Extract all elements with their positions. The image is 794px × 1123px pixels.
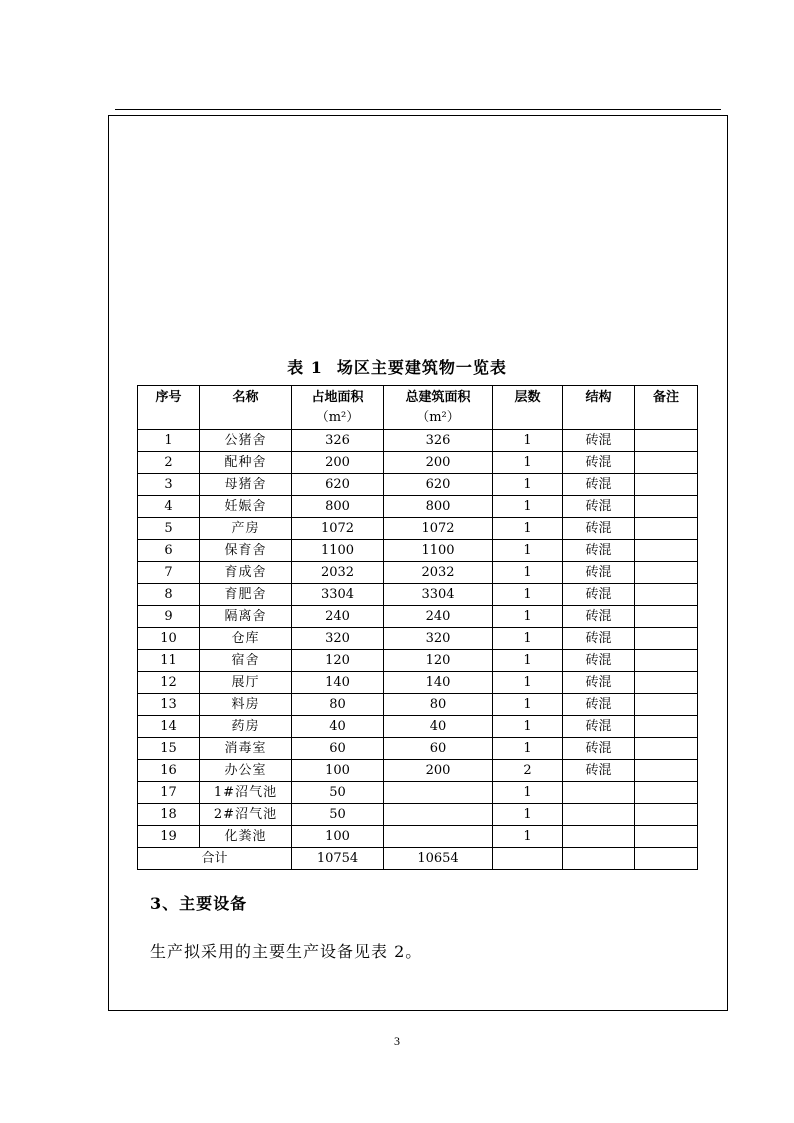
cell-total-area: 1072 bbox=[384, 518, 493, 540]
cell-remarks bbox=[635, 716, 698, 738]
cell-land-area: 60 bbox=[292, 738, 384, 760]
cell-name: 药房 bbox=[200, 716, 292, 738]
cell-floors: 1 bbox=[493, 452, 563, 474]
table-row bbox=[138, 738, 698, 760]
cell-remarks bbox=[635, 452, 698, 474]
cell-total-area: 80 bbox=[384, 694, 493, 716]
cell-structure: 砖混 bbox=[563, 540, 635, 562]
table-row bbox=[138, 716, 698, 738]
cell-land-area: 326 bbox=[292, 430, 384, 452]
cell-floors: 1 bbox=[493, 430, 563, 452]
cell-floors: 1 bbox=[493, 540, 563, 562]
cell-remarks bbox=[635, 782, 698, 804]
cell-land-area: 80 bbox=[292, 694, 384, 716]
cell-land-area: 800 bbox=[292, 496, 384, 518]
cell-structure: 砖混 bbox=[563, 694, 635, 716]
cell-structure: 砖混 bbox=[563, 738, 635, 760]
table-row bbox=[138, 430, 698, 452]
header-structure: 结构 bbox=[563, 386, 635, 430]
cell-remarks bbox=[635, 496, 698, 518]
table-row bbox=[138, 650, 698, 672]
cell-index: 17 bbox=[138, 782, 200, 804]
cell-index: 8 bbox=[138, 584, 200, 606]
cell-total-area: 3304 bbox=[384, 584, 493, 606]
cell-index: 11 bbox=[138, 650, 200, 672]
cell-land-area: 140 bbox=[292, 672, 384, 694]
cell-name: 2#沼气池 bbox=[200, 804, 292, 826]
cell-remarks bbox=[635, 628, 698, 650]
cell-name: 展厅 bbox=[200, 672, 292, 694]
total-floors bbox=[493, 848, 563, 870]
cell-floors: 1 bbox=[493, 716, 563, 738]
cell-structure: 砖混 bbox=[563, 452, 635, 474]
table-row bbox=[138, 760, 698, 782]
cell-land-area: 40 bbox=[292, 716, 384, 738]
cell-index: 6 bbox=[138, 540, 200, 562]
cell-total-area: 240 bbox=[384, 606, 493, 628]
cell-name: 仓库 bbox=[200, 628, 292, 650]
cell-remarks bbox=[635, 694, 698, 716]
cell-floors: 1 bbox=[493, 694, 563, 716]
cell-name: 公猪舍 bbox=[200, 430, 292, 452]
cell-index: 2 bbox=[138, 452, 200, 474]
cell-total-area: 620 bbox=[384, 474, 493, 496]
cell-index: 12 bbox=[138, 672, 200, 694]
table-row bbox=[138, 540, 698, 562]
cell-index: 9 bbox=[138, 606, 200, 628]
cell-land-area: 1072 bbox=[292, 518, 384, 540]
cell-remarks bbox=[635, 760, 698, 782]
cell-structure: 砖混 bbox=[563, 496, 635, 518]
cell-remarks bbox=[635, 562, 698, 584]
header-land-area-unit: （m²） bbox=[315, 410, 360, 425]
cell-name: 1#沼气池 bbox=[200, 782, 292, 804]
cell-total-area: 40 bbox=[384, 716, 493, 738]
total-remarks bbox=[635, 848, 698, 870]
header-total-area-unit: （m²） bbox=[416, 410, 460, 425]
cell-index: 18 bbox=[138, 804, 200, 826]
cell-remarks bbox=[635, 826, 698, 848]
table-row bbox=[138, 804, 698, 826]
cell-name: 化粪池 bbox=[200, 826, 292, 848]
cell-name: 配种舍 bbox=[200, 452, 292, 474]
table-caption-number: 表 1 bbox=[287, 358, 323, 377]
cell-index: 3 bbox=[138, 474, 200, 496]
total-structure bbox=[563, 848, 635, 870]
header-name: 名称 bbox=[200, 386, 292, 430]
cell-floors: 1 bbox=[493, 518, 563, 540]
cell-remarks bbox=[635, 650, 698, 672]
table-row bbox=[138, 826, 698, 848]
buildings-table bbox=[137, 385, 698, 870]
cell-total-area: 140 bbox=[384, 672, 493, 694]
header-land-area: 占地面积 （m²） bbox=[292, 386, 384, 430]
cell-index: 19 bbox=[138, 826, 200, 848]
cell-total-area: 200 bbox=[384, 760, 493, 782]
table-caption bbox=[0, 355, 794, 378]
cell-land-area: 3304 bbox=[292, 584, 384, 606]
total-land-area: 10754 bbox=[292, 848, 384, 870]
cell-floors: 1 bbox=[493, 496, 563, 518]
cell-remarks bbox=[635, 474, 698, 496]
section-paragraph: 生产拟采用的主要生产设备见表 2。 bbox=[150, 942, 423, 961]
table-row bbox=[138, 452, 698, 474]
cell-name: 办公室 bbox=[200, 760, 292, 782]
cell-land-area: 100 bbox=[292, 760, 384, 782]
cell-floors: 1 bbox=[493, 584, 563, 606]
total-total-area: 10654 bbox=[384, 848, 493, 870]
header-rule bbox=[115, 109, 721, 110]
cell-index: 7 bbox=[138, 562, 200, 584]
cell-floors: 1 bbox=[493, 826, 563, 848]
cell-land-area: 620 bbox=[292, 474, 384, 496]
table-row bbox=[138, 496, 698, 518]
cell-floors: 1 bbox=[493, 606, 563, 628]
cell-index: 15 bbox=[138, 738, 200, 760]
cell-index: 14 bbox=[138, 716, 200, 738]
cell-structure: 砖混 bbox=[563, 606, 635, 628]
cell-floors: 1 bbox=[493, 650, 563, 672]
cell-floors: 1 bbox=[493, 672, 563, 694]
table-row bbox=[138, 518, 698, 540]
cell-name: 母猪舍 bbox=[200, 474, 292, 496]
cell-structure bbox=[563, 804, 635, 826]
table-row bbox=[138, 628, 698, 650]
cell-index: 10 bbox=[138, 628, 200, 650]
cell-total-area: 1100 bbox=[384, 540, 493, 562]
cell-total-area: 60 bbox=[384, 738, 493, 760]
cell-name: 妊娠舍 bbox=[200, 496, 292, 518]
cell-structure bbox=[563, 782, 635, 804]
cell-structure: 砖混 bbox=[563, 430, 635, 452]
cell-total-area: 200 bbox=[384, 452, 493, 474]
cell-floors: 1 bbox=[493, 804, 563, 826]
cell-land-area: 50 bbox=[292, 782, 384, 804]
table-header-row bbox=[138, 386, 698, 430]
cell-structure: 砖混 bbox=[563, 474, 635, 496]
table-row bbox=[138, 782, 698, 804]
cell-total-area bbox=[384, 782, 493, 804]
table-row bbox=[138, 584, 698, 606]
cell-total-area: 2032 bbox=[384, 562, 493, 584]
cell-name: 育肥舍 bbox=[200, 584, 292, 606]
page-number: 3 bbox=[394, 1034, 400, 1048]
cell-land-area: 1100 bbox=[292, 540, 384, 562]
cell-floors: 1 bbox=[493, 738, 563, 760]
header-remarks: 备注 bbox=[635, 386, 698, 430]
cell-name: 料房 bbox=[200, 694, 292, 716]
cell-structure: 砖混 bbox=[563, 650, 635, 672]
cell-index: 16 bbox=[138, 760, 200, 782]
cell-structure: 砖混 bbox=[563, 584, 635, 606]
cell-remarks bbox=[635, 430, 698, 452]
cell-remarks bbox=[635, 540, 698, 562]
cell-structure: 砖混 bbox=[563, 518, 635, 540]
header-index: 序号 bbox=[138, 386, 200, 430]
cell-name: 隔离舍 bbox=[200, 606, 292, 628]
table-row bbox=[138, 562, 698, 584]
cell-structure: 砖混 bbox=[563, 628, 635, 650]
cell-floors: 1 bbox=[493, 474, 563, 496]
cell-floors: 1 bbox=[493, 628, 563, 650]
cell-floors: 1 bbox=[493, 562, 563, 584]
cell-land-area: 120 bbox=[292, 650, 384, 672]
cell-total-area: 326 bbox=[384, 430, 493, 452]
table-row bbox=[138, 672, 698, 694]
cell-remarks bbox=[635, 672, 698, 694]
cell-structure: 砖混 bbox=[563, 672, 635, 694]
cell-floors: 2 bbox=[493, 760, 563, 782]
cell-total-area bbox=[384, 804, 493, 826]
cell-land-area: 50 bbox=[292, 804, 384, 826]
cell-index: 4 bbox=[138, 496, 200, 518]
cell-name: 宿舍 bbox=[200, 650, 292, 672]
section-heading: 3、主要设备 bbox=[150, 894, 248, 913]
table-row bbox=[138, 606, 698, 628]
cell-name: 产房 bbox=[200, 518, 292, 540]
table-caption-title: 场区主要建筑物一览表 bbox=[336, 358, 507, 377]
header-floors: 层数 bbox=[493, 386, 563, 430]
cell-remarks bbox=[635, 606, 698, 628]
cell-land-area: 100 bbox=[292, 826, 384, 848]
cell-structure: 砖混 bbox=[563, 562, 635, 584]
cell-remarks bbox=[635, 518, 698, 540]
cell-remarks bbox=[635, 804, 698, 826]
cell-name: 保育舍 bbox=[200, 540, 292, 562]
cell-total-area: 120 bbox=[384, 650, 493, 672]
cell-index: 13 bbox=[138, 694, 200, 716]
cell-land-area: 320 bbox=[292, 628, 384, 650]
cell-index: 1 bbox=[138, 430, 200, 452]
header-total-area: 总建筑面积 （m²） bbox=[384, 386, 493, 430]
cell-remarks bbox=[635, 738, 698, 760]
cell-floors: 1 bbox=[493, 782, 563, 804]
total-label: 合计 bbox=[138, 848, 292, 870]
cell-land-area: 240 bbox=[292, 606, 384, 628]
cell-name: 育成舍 bbox=[200, 562, 292, 584]
cell-remarks bbox=[635, 584, 698, 606]
cell-total-area bbox=[384, 826, 493, 848]
cell-total-area: 800 bbox=[384, 496, 493, 518]
cell-index: 5 bbox=[138, 518, 200, 540]
cell-total-area: 320 bbox=[384, 628, 493, 650]
cell-structure: 砖混 bbox=[563, 716, 635, 738]
table-row bbox=[138, 694, 698, 716]
table-total-row bbox=[138, 848, 698, 870]
table-row bbox=[138, 474, 698, 496]
cell-land-area: 2032 bbox=[292, 562, 384, 584]
cell-land-area: 200 bbox=[292, 452, 384, 474]
cell-structure bbox=[563, 826, 635, 848]
cell-name: 消毒室 bbox=[200, 738, 292, 760]
cell-structure: 砖混 bbox=[563, 760, 635, 782]
